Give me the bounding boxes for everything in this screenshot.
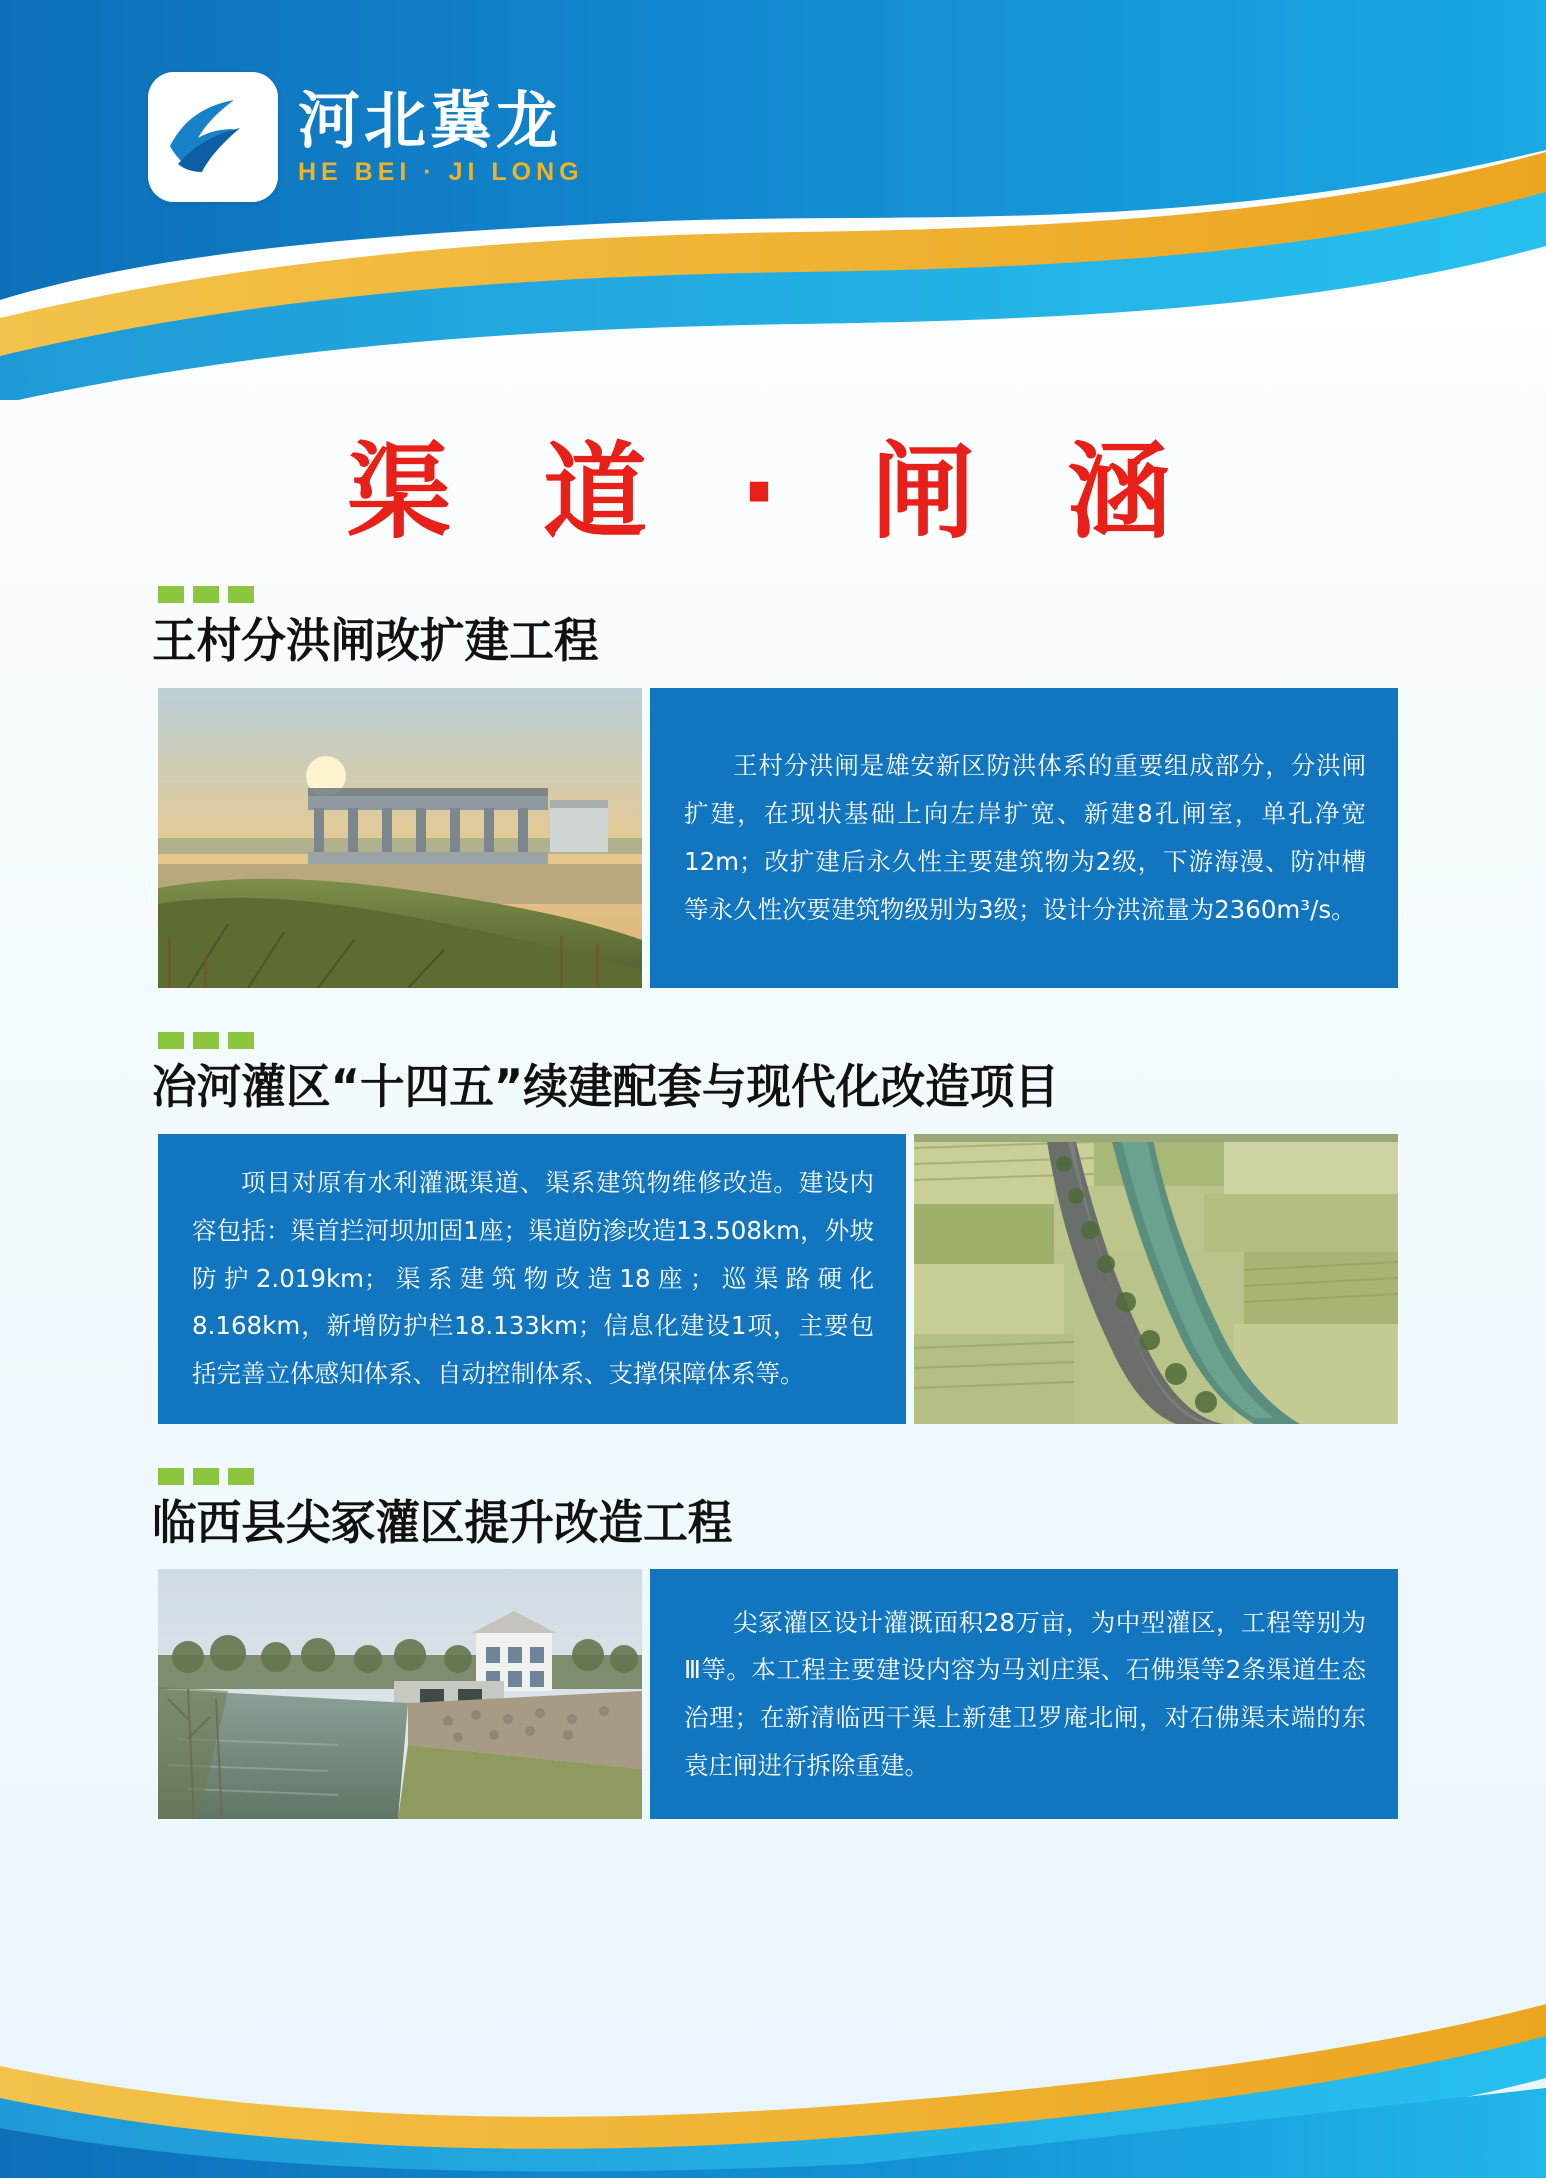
section-row xyxy=(158,688,1398,988)
bottom-banner xyxy=(0,1978,1546,2178)
section-row xyxy=(158,1134,1398,1424)
brand-name-cn: 河北冀龙 xyxy=(298,83,563,157)
project-description xyxy=(650,1569,1398,1819)
section-marker-dots xyxy=(158,586,1546,603)
project-description-text: 尖冢灌区设计灌溉面积28万亩，为中型灌区，工程等别为Ⅲ等。本工程主要建设内容为马刘庄渠、石佛渠等2条渠道生态治理；在新清临西干渠上新建卫罗庵北闸，对石佛渠末端的东袁庄闸进行拆除重建。 xyxy=(684,1607,1366,1781)
marker-dot xyxy=(193,586,219,603)
project-description xyxy=(650,688,1398,988)
project-description-text: 项目对原有水利灌溉渠道、渠系建筑物维修改造。建设内容包括：渠首拦河坝加固1座；渠道防渗改造13.508km，外坡防护2.019km；渠系建筑物改造18座；巡渠路硬化8.168km，新增防护栏18.133km；信息化建设1项，主要包括完善立体感知体系、自动控制体系、支撑保障体系等。 xyxy=(192,1168,874,1389)
section-row xyxy=(158,1569,1398,1819)
brand-name-en: HE BEI · JI LONG xyxy=(298,157,584,186)
marker-dot xyxy=(193,1468,219,1485)
content-area xyxy=(0,586,1546,1863)
page-title: 渠 道 · 闸 涵 xyxy=(346,431,1200,553)
marker-dot xyxy=(193,1032,219,1049)
section-title: 临西县尖冢灌区提升改造工程 xyxy=(152,1495,733,1551)
project-photo xyxy=(158,688,642,988)
marker-dot xyxy=(228,1468,254,1485)
section-marker-dots xyxy=(158,1468,1546,1485)
marker-dot xyxy=(228,1032,254,1049)
top-banner xyxy=(0,0,1546,400)
wave-mark-icon xyxy=(148,72,278,202)
project-section-3 xyxy=(0,1468,1546,1820)
marker-dot xyxy=(158,586,184,603)
section-marker-dots xyxy=(158,1032,1546,1049)
brand-text xyxy=(298,83,584,186)
project-photo xyxy=(914,1134,1398,1424)
marker-dot xyxy=(158,1468,184,1485)
section-title: 冶河灌区“十四五”续建配套与现代化改造项目 xyxy=(152,1059,1060,1115)
section-title: 王村分洪闸改扩建工程 xyxy=(152,614,599,669)
project-description xyxy=(158,1134,906,1424)
marker-dot xyxy=(158,1032,184,1049)
brand-logo xyxy=(148,72,584,202)
marker-dot xyxy=(228,586,254,603)
project-section-2 xyxy=(0,1032,1546,1424)
project-section-1 xyxy=(0,586,1546,988)
project-photo xyxy=(158,1569,642,1819)
project-description-text: 王村分洪闸是雄安新区防洪体系的重要组成部分，分洪闸扩建，在现状基础上向左岸扩宽、新建8孔闸室，单孔净宽12m；改扩建后永久性主要建筑物为2级，下游海漫、防冲槽等永久性次要建筑物级别为3级；设计分洪流量为2360m³/s。 xyxy=(684,751,1366,924)
